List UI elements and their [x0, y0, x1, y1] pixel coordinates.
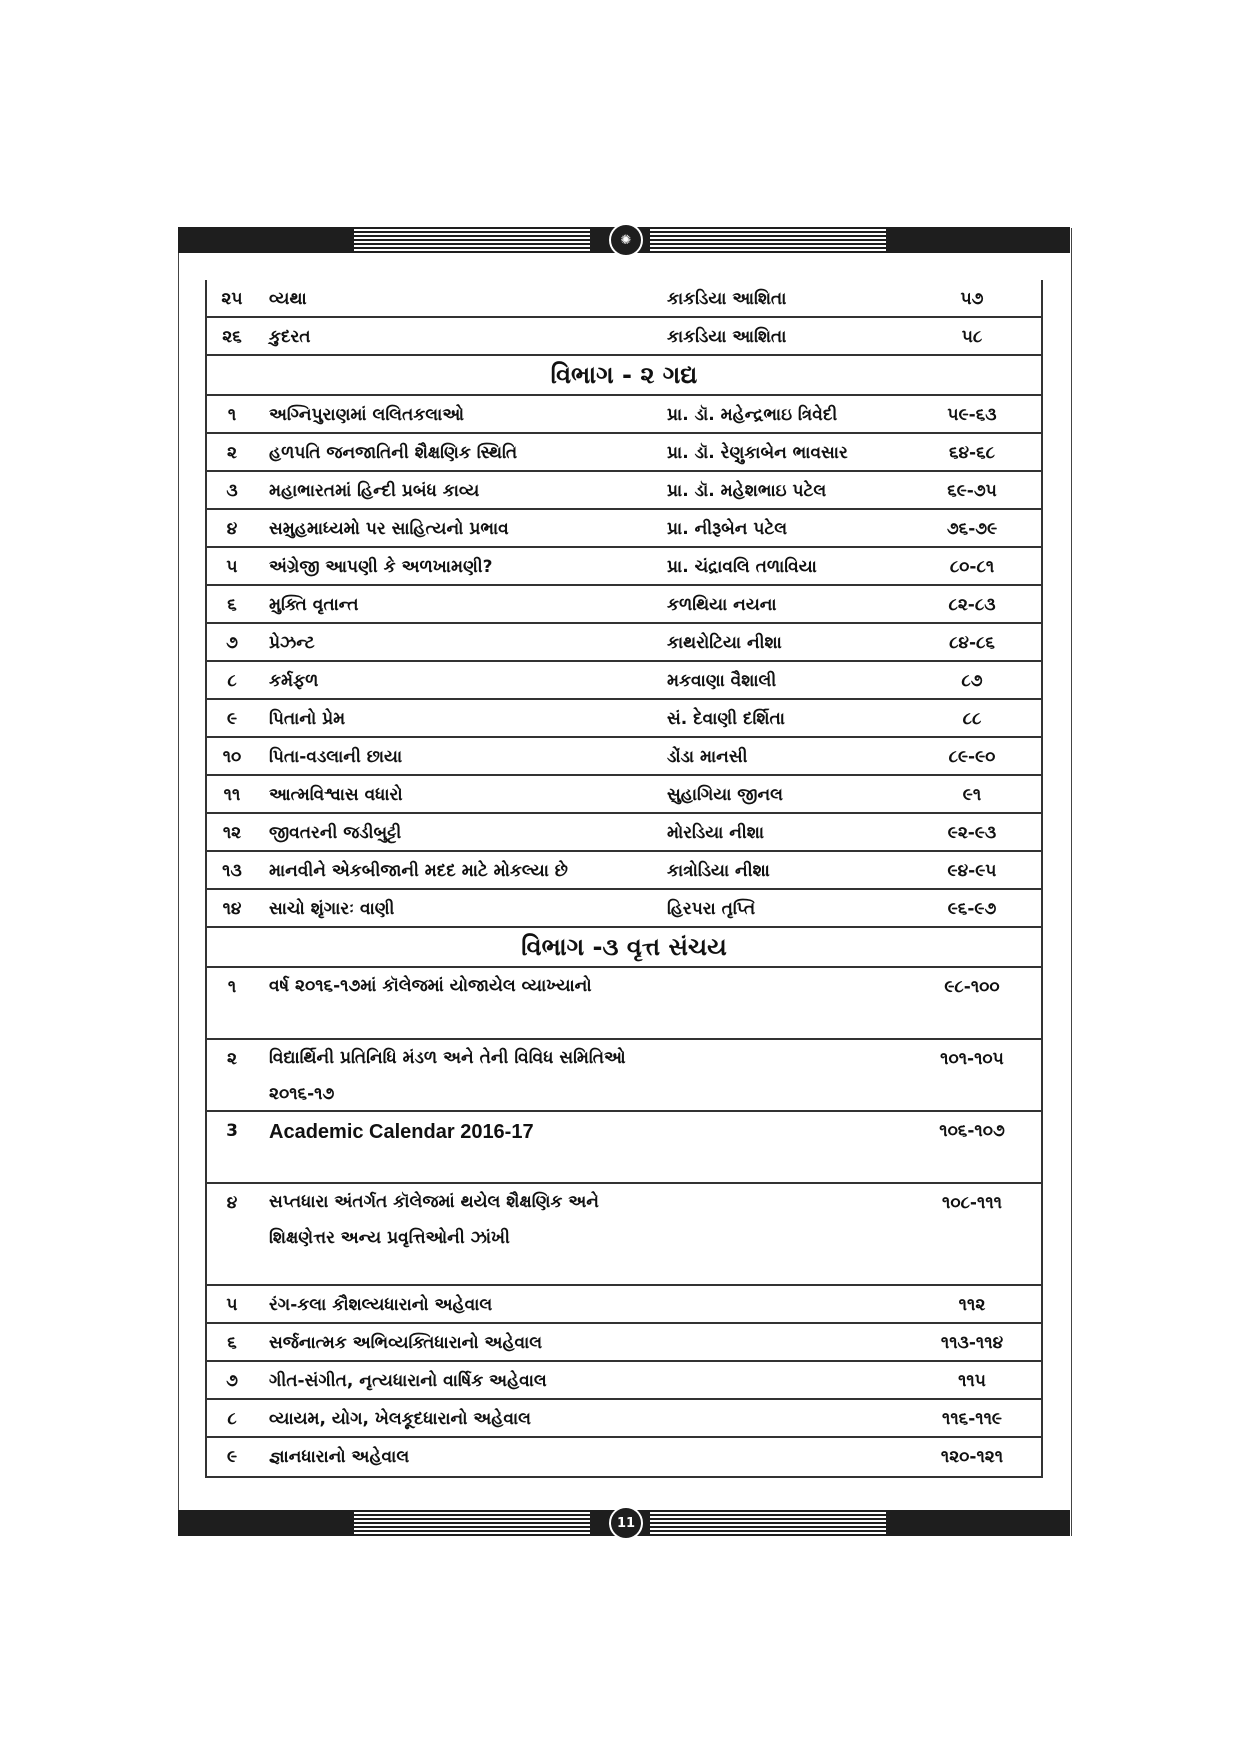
row-number: ૯ — [226, 1447, 238, 1467]
table-row — [207, 890, 1041, 928]
row-number: ૭ — [226, 1371, 238, 1391]
row-pages: ૫૮ — [961, 327, 983, 347]
row-number: ૨ — [227, 443, 237, 463]
row-pages: ૮૯-૯૦ — [948, 747, 996, 767]
section-heading: વિભાગ - ૨ ગદ્ય — [207, 356, 1041, 396]
table-row — [207, 472, 1041, 510]
row-number: ૩ — [226, 481, 238, 501]
row-title: પિતાનો પ્રેમ — [269, 709, 346, 729]
row-pages: ૮૮ — [962, 709, 982, 729]
table-row — [207, 434, 1041, 472]
table-row — [207, 586, 1041, 624]
row-author: પ્રા. નીરૂબેન પટેલ — [667, 519, 788, 539]
row-pages: ૬૪-૬૮ — [949, 443, 995, 463]
row-number: ૫ — [226, 557, 238, 577]
table-row — [207, 968, 1041, 1040]
row-pages: ૫૭ — [960, 289, 984, 309]
row-title: ગીત-સંગીત, નૃત્યધારાનો વાર્ષિક અહેવાલ — [269, 1371, 547, 1391]
row-title: પ્રેઝન્ટ — [269, 633, 315, 653]
footer-band — [178, 1510, 1070, 1536]
row-title: હળપતિ જનજાતિની શૈક્ષણિક સ્થિતિ — [269, 443, 518, 463]
row-author: કાકડિયા આશિતા — [667, 289, 787, 309]
table-row — [207, 1362, 1041, 1400]
header-stripes-right — [650, 229, 886, 251]
row-number: ૧૦ — [222, 747, 242, 767]
table-row — [207, 1438, 1041, 1476]
row-title: વર્ષ ૨૦૧૬-૧૭માં કૉલેજમાં યોજાયેલ વ્યાખ્યાનો — [269, 976, 592, 996]
row-title: સાચો શૃંગારઃ વાણી — [269, 899, 395, 919]
row-title: કર્મફળ — [269, 671, 319, 691]
row-author: કાત્રોડિયા નીશા — [667, 861, 770, 881]
row-pages: ૧૧૫ — [958, 1371, 986, 1391]
row-author: પ્રા. ડૉ. રેણુકાબેન ભાવસાર — [667, 443, 848, 463]
row-pages: ૯૬-૯૭ — [947, 899, 997, 919]
table-row — [207, 624, 1041, 662]
table-row — [207, 396, 1041, 434]
row-pages: ૧૦૧-૧૦૫ — [940, 1049, 1004, 1069]
row-author: ડોંડા માનસી — [667, 747, 748, 767]
row-number: ૧૩ — [222, 861, 242, 881]
row-title: મહાભારતમાં હિન્દી પ્રબંધ કાવ્ય — [269, 481, 480, 501]
row-author: હિરપરા તૃપ્તિ — [667, 899, 756, 919]
section-heading: વિભાગ -૩ વૃત્ત સંચય — [207, 928, 1041, 968]
row-author: મોરડિયા નીશા — [667, 823, 765, 843]
table-row — [207, 1112, 1041, 1184]
row-title: અંગ્રેજી આપણી કે અળખામણી? — [269, 557, 493, 577]
table-row — [207, 776, 1041, 814]
row-pages: ૧૦૬-૧૦૭ — [939, 1121, 1005, 1141]
row-title: અગ્નિપુરાણમાં લલિતકલાઓ — [269, 405, 464, 425]
row-pages: ૧૧૬-૧૧૯ — [942, 1409, 1002, 1429]
row-author: પ્રા. ચંદ્રાવલિ તળાવિયા — [667, 557, 817, 577]
row-author: કાથરોટિયા નીશા — [667, 633, 782, 653]
footer-stripes-right — [650, 1512, 886, 1534]
row-pages: ૯૨-૯૩ — [947, 823, 997, 843]
row-author: મકવાણા વૈશાલી — [667, 671, 777, 691]
row-number: 3 — [226, 1121, 238, 1141]
table-row — [207, 510, 1041, 548]
row-number: ૧ — [227, 977, 237, 997]
table-row — [207, 1040, 1041, 1112]
row-title: Academic Calendar 2016-17 — [269, 1121, 534, 1143]
row-number: ૮ — [227, 671, 237, 691]
table-row — [207, 852, 1041, 890]
table-row — [207, 662, 1041, 700]
row-number: ૬ — [227, 595, 237, 615]
row-title: જીવતરની જડીબુટ્ટી — [269, 823, 402, 843]
row-pages: ૧૧૩-૧૧૪ — [940, 1333, 1004, 1353]
row-title: સમુહમાધ્યમો પર સાહિત્યનો પ્રભાવ — [269, 519, 509, 539]
row-pages: ૯૮-૧૦૦ — [944, 977, 1000, 997]
row-title: રંગ-કલા કૌશલ્યધારાનો અહેવાલ — [269, 1295, 493, 1315]
table-row — [207, 280, 1041, 318]
row-title: વ્યથા — [269, 289, 307, 309]
row-title: વિદ્યાર્થિની પ્રતિનિધિ મંડળ અને તેની વિવિધ સમિતિઓ ૨૦૧૬-૧૭ — [269, 1048, 626, 1104]
row-number: ૧ — [227, 405, 237, 425]
row-author: પ્રા. ડૉ. મહેશભાઇ પટેલ — [667, 481, 827, 501]
row-title: કુદરત — [269, 327, 311, 347]
row-pages: ૧૧૨ — [958, 1295, 986, 1315]
header-band — [178, 227, 1070, 253]
row-author: કાકડિયા આશિતા — [667, 327, 787, 347]
row-title: માનવીને એકબીજાની મદદ માટે મોકલ્યા છે — [269, 861, 568, 881]
row-author: સુહાગિયા જીનલ — [667, 785, 783, 805]
row-pages: ૧૨૦-૧૨૧ — [940, 1447, 1004, 1467]
row-pages: ૮૦-૮૧ — [949, 557, 995, 577]
row-number: ૧૨ — [222, 823, 242, 843]
footer-stripes-left — [354, 1512, 590, 1534]
table-of-contents — [205, 280, 1043, 1478]
row-title: જ્ઞાનધારાનો અહેવાલ — [269, 1447, 410, 1467]
row-author: પ્રા. ડૉ. મહેન્દ્રભાઇ ત્રિવેદી — [667, 405, 838, 425]
table-row — [207, 548, 1041, 586]
row-number: ૪ — [226, 519, 238, 539]
table-row — [207, 738, 1041, 776]
table-row — [207, 814, 1041, 852]
row-number: ૨૫ — [221, 289, 243, 309]
row-number: ૨ — [227, 1049, 237, 1069]
table-row — [207, 1324, 1041, 1362]
row-title: સર્જનાત્મક અભિવ્યક્તિધારાનો અહેવાલ — [269, 1333, 543, 1353]
page-number: 11 — [609, 1506, 643, 1540]
row-pages: ૯૪-૯૫ — [947, 861, 997, 881]
row-pages: ૮૪-૮૬ — [949, 633, 995, 653]
row-number: ૭ — [226, 633, 238, 653]
table-row — [207, 1400, 1041, 1438]
table-row — [207, 318, 1041, 356]
row-number: ૧૧ — [223, 785, 241, 805]
row-number: ૨૬ — [222, 327, 242, 347]
table-row — [207, 1286, 1041, 1324]
row-pages: ૮૭ — [961, 671, 983, 691]
row-number: ૪ — [226, 1193, 238, 1213]
row-title: સપ્તધારા અંતર્ગત કૉલેજમાં થયેલ શૈક્ષણિક અને શિક્ષણેત્તર અન્ય પ્રવૃત્તિઓની ઝાંખી — [269, 1192, 599, 1248]
row-author: કળથિયા નયના — [667, 595, 777, 615]
row-number: ૫ — [226, 1295, 238, 1315]
row-number: ૮ — [227, 1409, 237, 1429]
row-title: પિતા-વડલાની છાયા — [269, 747, 403, 767]
row-pages: ૬૯-૭૫ — [947, 481, 997, 501]
row-pages: ૭૬-૭૯ — [946, 519, 998, 539]
row-pages: ૫૯-૬૩ — [947, 405, 997, 425]
row-number: ૯ — [226, 709, 238, 729]
sun-ornament-icon: ✺ — [609, 223, 643, 257]
row-title: વ્યાયમ, યોગ, ખેલકૂદધારાનો અહેવાલ — [269, 1409, 531, 1429]
row-pages: ૮૨-૮૩ — [948, 595, 996, 615]
row-number: ૧૪ — [222, 899, 242, 919]
row-title: મુક્તિ વૃતાન્ત — [269, 595, 359, 615]
row-pages: ૯૧ — [962, 785, 982, 805]
header-stripes-left — [354, 229, 590, 251]
table-row — [207, 1184, 1041, 1286]
row-author: સં. દેવાણી દર્શિતા — [667, 709, 785, 729]
row-number: ૬ — [227, 1333, 237, 1353]
row-pages: ૧૦૮-૧૧૧ — [942, 1193, 1002, 1213]
row-title: આત્મવિશ્વાસ વધારો — [269, 785, 403, 805]
table-row — [207, 700, 1041, 738]
